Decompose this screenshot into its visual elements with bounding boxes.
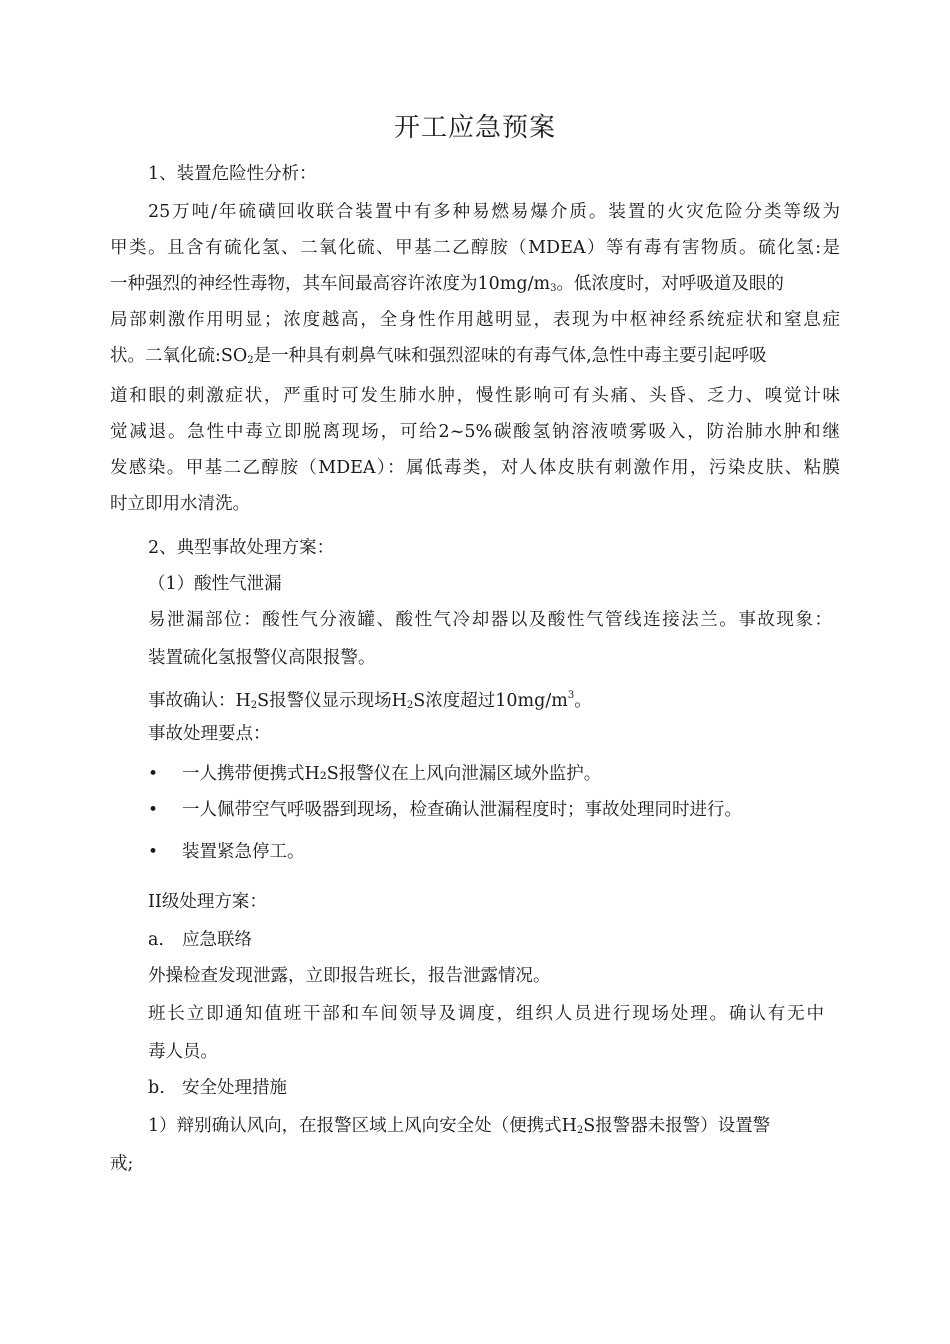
paragraph-line: 一种强烈的神经性毒物，其车间最高容许浓度为$10mg/m_3$。低浓度时，对呼吸道及眼的 — [110, 274, 784, 294]
paragraph-line: 道和眼的刺激症状，严重时可发生肺水肿，慢性影响可有头痛、头昏、乏力、嗅觉计味 — [110, 386, 840, 406]
item-a-text: 应急联络 — [182, 930, 252, 950]
contact-line: 外操检查发现泄露，立即报告班长，报告泄露情况。 — [148, 966, 551, 986]
bullet-icon: • — [148, 842, 159, 862]
measure-line: 戒; — [110, 1154, 134, 1174]
paragraph-line: 25万吨/年硫磺回收联合装置中有多种易燃易爆介质。装置的火灾危险分类等级为 — [148, 202, 840, 222]
subsection-heading: （1）酸性气泄漏 — [148, 574, 282, 594]
item-a-label: a. — [148, 930, 164, 950]
bullet-icon: • — [148, 764, 159, 784]
paragraph-line: 发感染。甲基二乙醇胺（MDEA）：属低毒类，对人体皮肤有刺激作用，污染皮肤、粘膜 — [110, 458, 840, 478]
leak-location-line: 易泄漏部位：酸性气分液罐、酸性气冷却器以及酸性气管线连接法兰。事故现象： — [148, 610, 832, 630]
level-2-plan-title: II级处理方案： — [148, 892, 267, 912]
item-b-label: b. — [148, 1078, 165, 1098]
item-b-text: 安全处理措施 — [182, 1078, 287, 1098]
page-title: 开工应急预案 — [393, 113, 556, 143]
section-1-heading: 1、装置危险性分析： — [148, 164, 317, 184]
section-2-heading: 2、典型事故处理方案： — [148, 538, 335, 558]
paragraph-line: 甲类。且含有硫化氢、二氧化硫、甲基二乙醇胺（MDEA）等有毒有害物质。硫化氢:是 — [110, 238, 840, 258]
measure-line: 1）辩别确认风向，在报警区域上风向安全处（便携式$H_2S$报警器未报警）设置警 — [148, 1116, 771, 1136]
contact-line: 毒人员。 — [148, 1042, 218, 1062]
leak-phenomenon-line: 装置硫化氢报警仪高限报警。 — [148, 648, 376, 668]
paragraph-line: 时立即用水清洗。 — [110, 494, 250, 514]
bullet-icon: • — [148, 800, 159, 820]
paragraph-line: 觉减退。急性中毒立即脱离现场，可给2~5%碳酸氢钠溶液喷雾吸入，防治肺水肿和继 — [110, 422, 840, 442]
accident-confirmation: 事故确认：$H_2S$报警仪显示现场$H_2S$浓度超过$10mg/m^3$。 — [148, 690, 592, 711]
key-points-label: 事故处理要点： — [148, 724, 271, 744]
list-item: 一人佩带空气呼吸器到现场，检查确认泄漏程度时；事故处理同时进行。 — [182, 800, 742, 820]
list-item: 一人携带便携式H₂S报警仪在上风向泄漏区域外监护。 — [182, 764, 602, 784]
contact-line: 班长立即通知值班干部和车间领导及调度，组织人员进行现场处理。确认有无中 — [148, 1004, 824, 1024]
paragraph-line: 局部刺激作用明显；浓度越高，全身性作用越明显，表现为中枢神经系统症状和窒息症 — [110, 310, 840, 330]
list-item: 装置紧急停工。 — [182, 842, 305, 862]
paragraph-line: 状。二氧化硫$:SO_2$是一种具有刺鼻气味和强烈涩味的有毒气体,急性中毒主要引起呼吸 — [110, 346, 767, 366]
